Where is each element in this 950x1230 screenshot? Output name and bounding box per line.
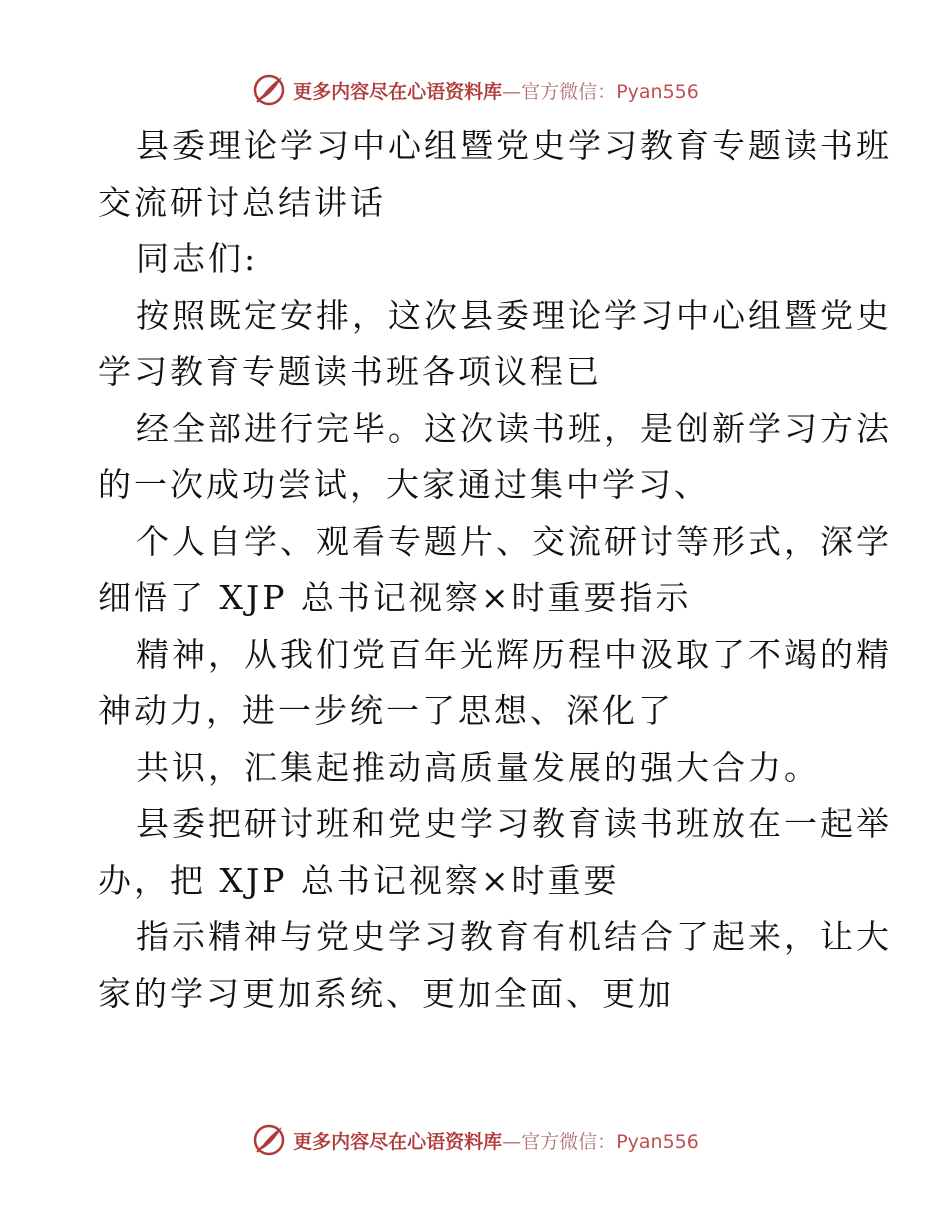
paragraph-line: 共识，汇集起推动高质量发展的强大合力。: [136, 747, 820, 787]
paragraph-line: 办，把 XJP 总书记视察×时重要: [98, 860, 620, 900]
banner-text: [293, 1127, 699, 1154]
banner-text: [293, 77, 699, 104]
banner-left-text: 更多内容尽在心语资料库: [293, 80, 503, 103]
quill-in-circle-icon: [251, 1122, 287, 1158]
paragraph-line: 家的学习更加系统、更加全面、更加: [98, 973, 674, 1013]
paragraph-line: 细悟了 XJP 总书记视察×时重要指示: [98, 578, 692, 617]
banner-dash: —: [502, 1130, 522, 1153]
paragraph-line: 县委把研讨班和党史学习教育读书班放在一起举: [136, 804, 892, 843]
paragraph-line: 经全部进行完毕。这次读书班，是创新学习方法: [136, 408, 892, 448]
document-body: [98, 118, 892, 1022]
paragraph-line: 学习教育专题读书班各项议程已: [98, 352, 602, 391]
quill-in-circle-icon: [251, 72, 287, 108]
title-line-1: 县委理论学习中心组暨党史学习教育专题读书班: [136, 126, 892, 165]
paragraph-line: 按照既定安排，这次县委理论学习中心组暨党史: [136, 295, 892, 335]
paragraph-line: 神动力，进一步统一了思想、深化了: [98, 691, 674, 730]
header-banner: [0, 70, 950, 110]
banner-right-text: 官方微信：: [521, 1130, 617, 1153]
banner-right-text: 官方微信：: [521, 80, 617, 103]
title-line-2: 交流研讨总结讲话: [98, 182, 386, 222]
banner-wechat-id: Pyan556: [616, 80, 699, 103]
salutation: 同志们:: [136, 239, 259, 278]
paragraph-line: 指示精神与党史学习教育有机结合了起来，让大: [136, 917, 892, 956]
banner-left-text: 更多内容尽在心语资料库: [293, 1130, 503, 1153]
paragraph-line: 个人自学、观看专题片、交流研讨等形式，深学: [136, 521, 892, 561]
banner-dash: —: [502, 80, 522, 103]
footer-banner: [0, 1120, 950, 1160]
banner-wechat-id: Pyan556: [616, 1130, 699, 1153]
paragraph-line: 的一次成功尝试，大家通过集中学习、: [98, 465, 710, 504]
paragraph-line: 精神，从我们党百年光辉历程中汲取了不竭的精: [136, 634, 892, 674]
